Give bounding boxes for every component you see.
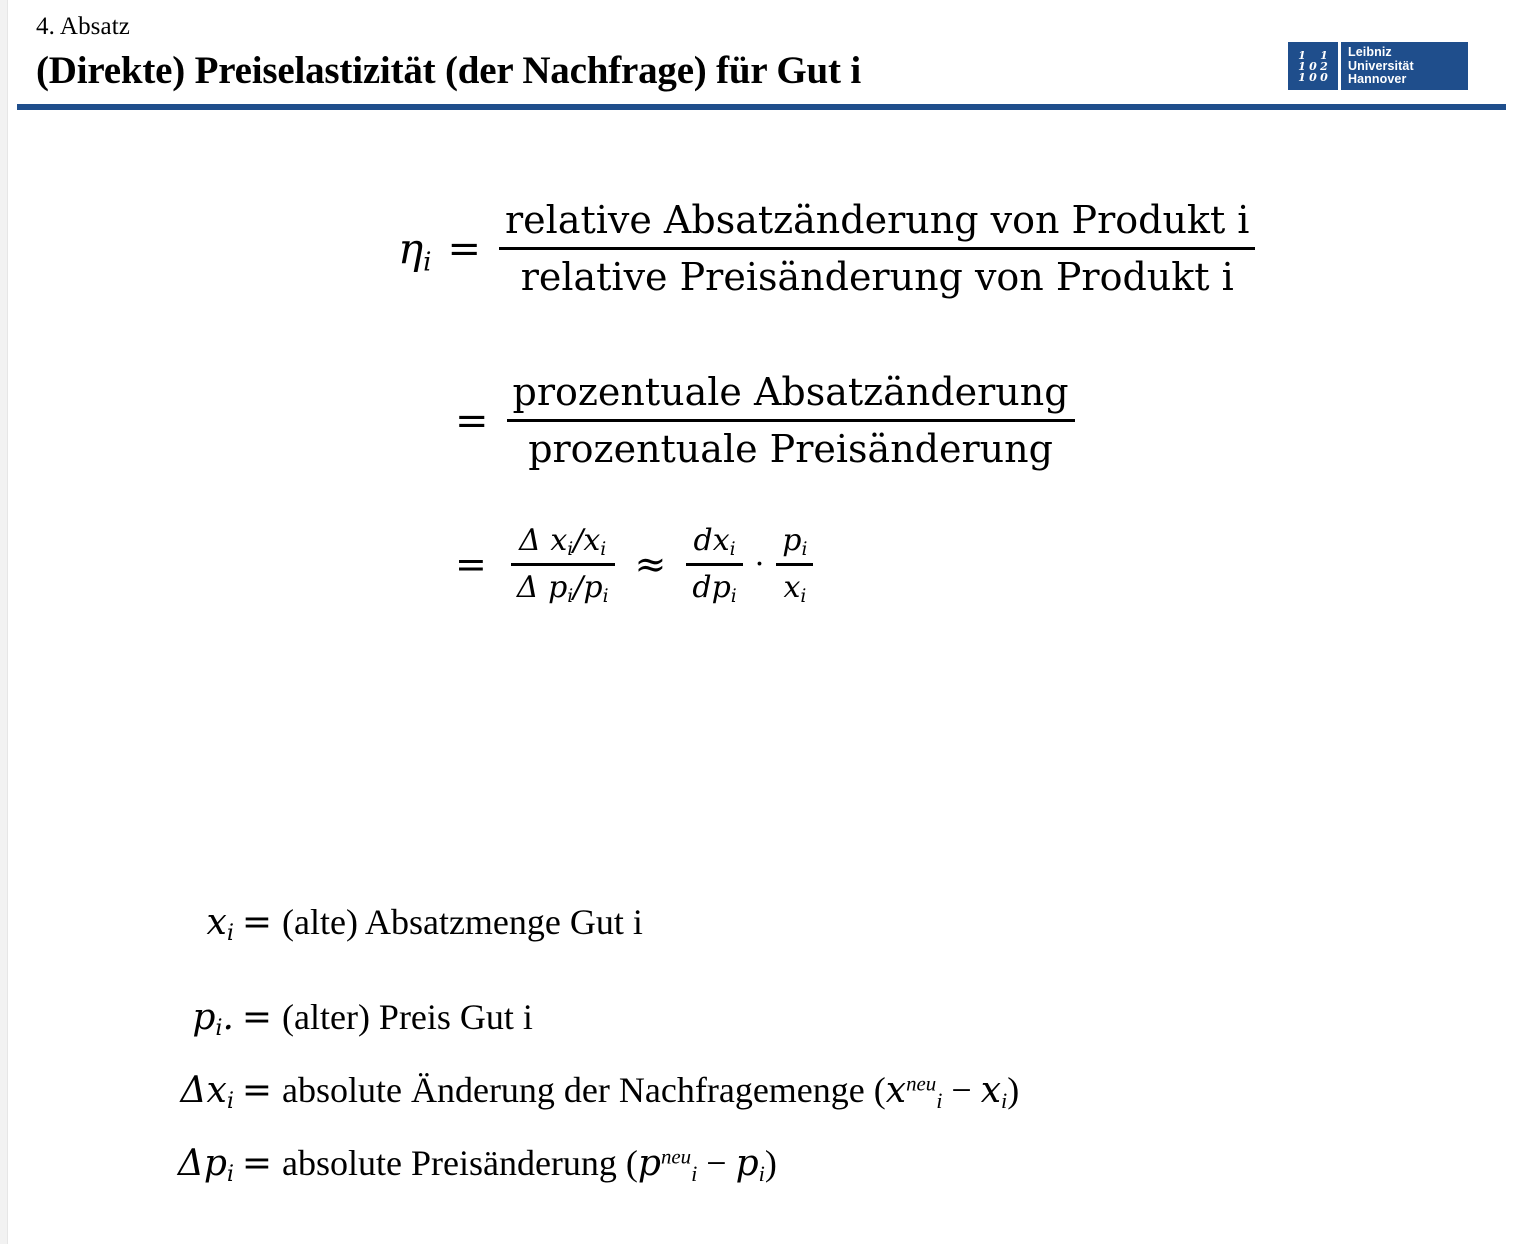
equation-1-fraction (499, 196, 1255, 301)
equation-3-fraction-3 (776, 522, 813, 607)
legend-description: (alte) Absatzmenge Gut i (282, 902, 643, 942)
equation-3-denominator-2: $dp_i$ (692, 569, 737, 607)
logo-digit-grid-icon (1288, 42, 1338, 90)
logo-line-3: Hannover (1348, 72, 1407, 87)
equation-2-numerator: prozentuale Absatzänderung (512, 370, 1069, 414)
legend-row-p (120, 995, 1420, 1040)
legend-symbol: $\Delta x_i$ (180, 1070, 234, 1115)
logo-wordmark (1341, 42, 1468, 90)
logo-digit: 0 (1309, 70, 1317, 84)
equation-1-lhs: $\eta_i$ (398, 224, 432, 278)
equation-3-numerator-1: Δ $x_i/x_i$ (519, 523, 607, 561)
slide-header (0, 0, 1528, 112)
equation-2-denominator: prozentuale Preisänderung (528, 427, 1053, 471)
vertical-scrollbar-track[interactable] (1506, 0, 1528, 1244)
equals-sign: = (241, 1143, 273, 1184)
equation-1-numerator: relative Absatzänderung von Produkt i (505, 198, 1250, 242)
equals-sign: = (455, 542, 487, 587)
symbol-legend (120, 900, 1420, 1186)
equation-3-denominator-1: Δ $p_i/p_i$ (516, 569, 609, 607)
equals-sign: = (241, 902, 273, 943)
fraction-bar (511, 563, 615, 566)
logo-line-1: Leibniz (1348, 45, 1392, 59)
legend-description: (alter) Preis Gut i (282, 997, 533, 1037)
fraction-bar (776, 563, 813, 566)
logo-digit: 1 (1298, 59, 1306, 73)
equals-sign: = (241, 997, 273, 1038)
equation-3-fraction-2 (686, 522, 742, 607)
equation-3 (455, 522, 813, 607)
legend-description: absolute Änderung der Nachfragemenge $(x^{neu}_i - x_i)$ (282, 1070, 1020, 1114)
logo-digit: 2 (1320, 59, 1328, 73)
multiplication-dot: · (754, 546, 765, 582)
header-divider-rule (17, 104, 1511, 110)
section-kicker: 4. Absatz (36, 13, 130, 40)
equation-3-fraction-1 (511, 522, 615, 607)
legend-row-delta-p (120, 1141, 1420, 1186)
equation-1 (398, 196, 1255, 301)
equation-3-numerator-2: $dx_i$ (693, 523, 736, 561)
fraction-bar (507, 419, 1075, 422)
legend-description: absolute Preisänderung $(p^{neu}_i - p_i)$ (282, 1143, 777, 1187)
equation-2-fraction (507, 368, 1075, 473)
equation-3-numerator-3: $p_i$ (782, 523, 808, 561)
equals-sign: = (241, 1070, 273, 1111)
logo-digit: 0 (1309, 59, 1317, 73)
equation-3-denominator-3: $x_i$ (783, 569, 807, 607)
page-title: (Direkte) Preiselastizität (der Nachfrage) für Gut i (36, 49, 861, 92)
equation-1-denominator: relative Preisänderung von Produkt i (520, 255, 1234, 299)
approximately-equal-sign: ≈ (634, 542, 667, 587)
fraction-bar (499, 247, 1255, 250)
logo-digit: 1 (1320, 48, 1328, 62)
logo-digit: 1 (1298, 48, 1306, 62)
equation-2 (455, 368, 1075, 473)
legend-symbol: $p_i$. (192, 997, 234, 1042)
university-logo (1288, 42, 1468, 90)
legend-symbol: $x_i$ (206, 902, 234, 947)
logo-digit: 0 (1320, 70, 1328, 84)
logo-digit (1308, 50, 1319, 61)
logo-digit: 1 (1298, 70, 1306, 84)
equals-sign: = (455, 397, 489, 444)
legend-row-x (120, 900, 1420, 945)
legend-row-delta-x (120, 1068, 1420, 1113)
equals-sign: = (447, 225, 482, 272)
fraction-bar (686, 563, 742, 566)
logo-line-2: Universität (1348, 58, 1414, 73)
legend-symbol: $\Delta p_i$ (177, 1143, 234, 1188)
left-gutter-strip (0, 0, 8, 1244)
